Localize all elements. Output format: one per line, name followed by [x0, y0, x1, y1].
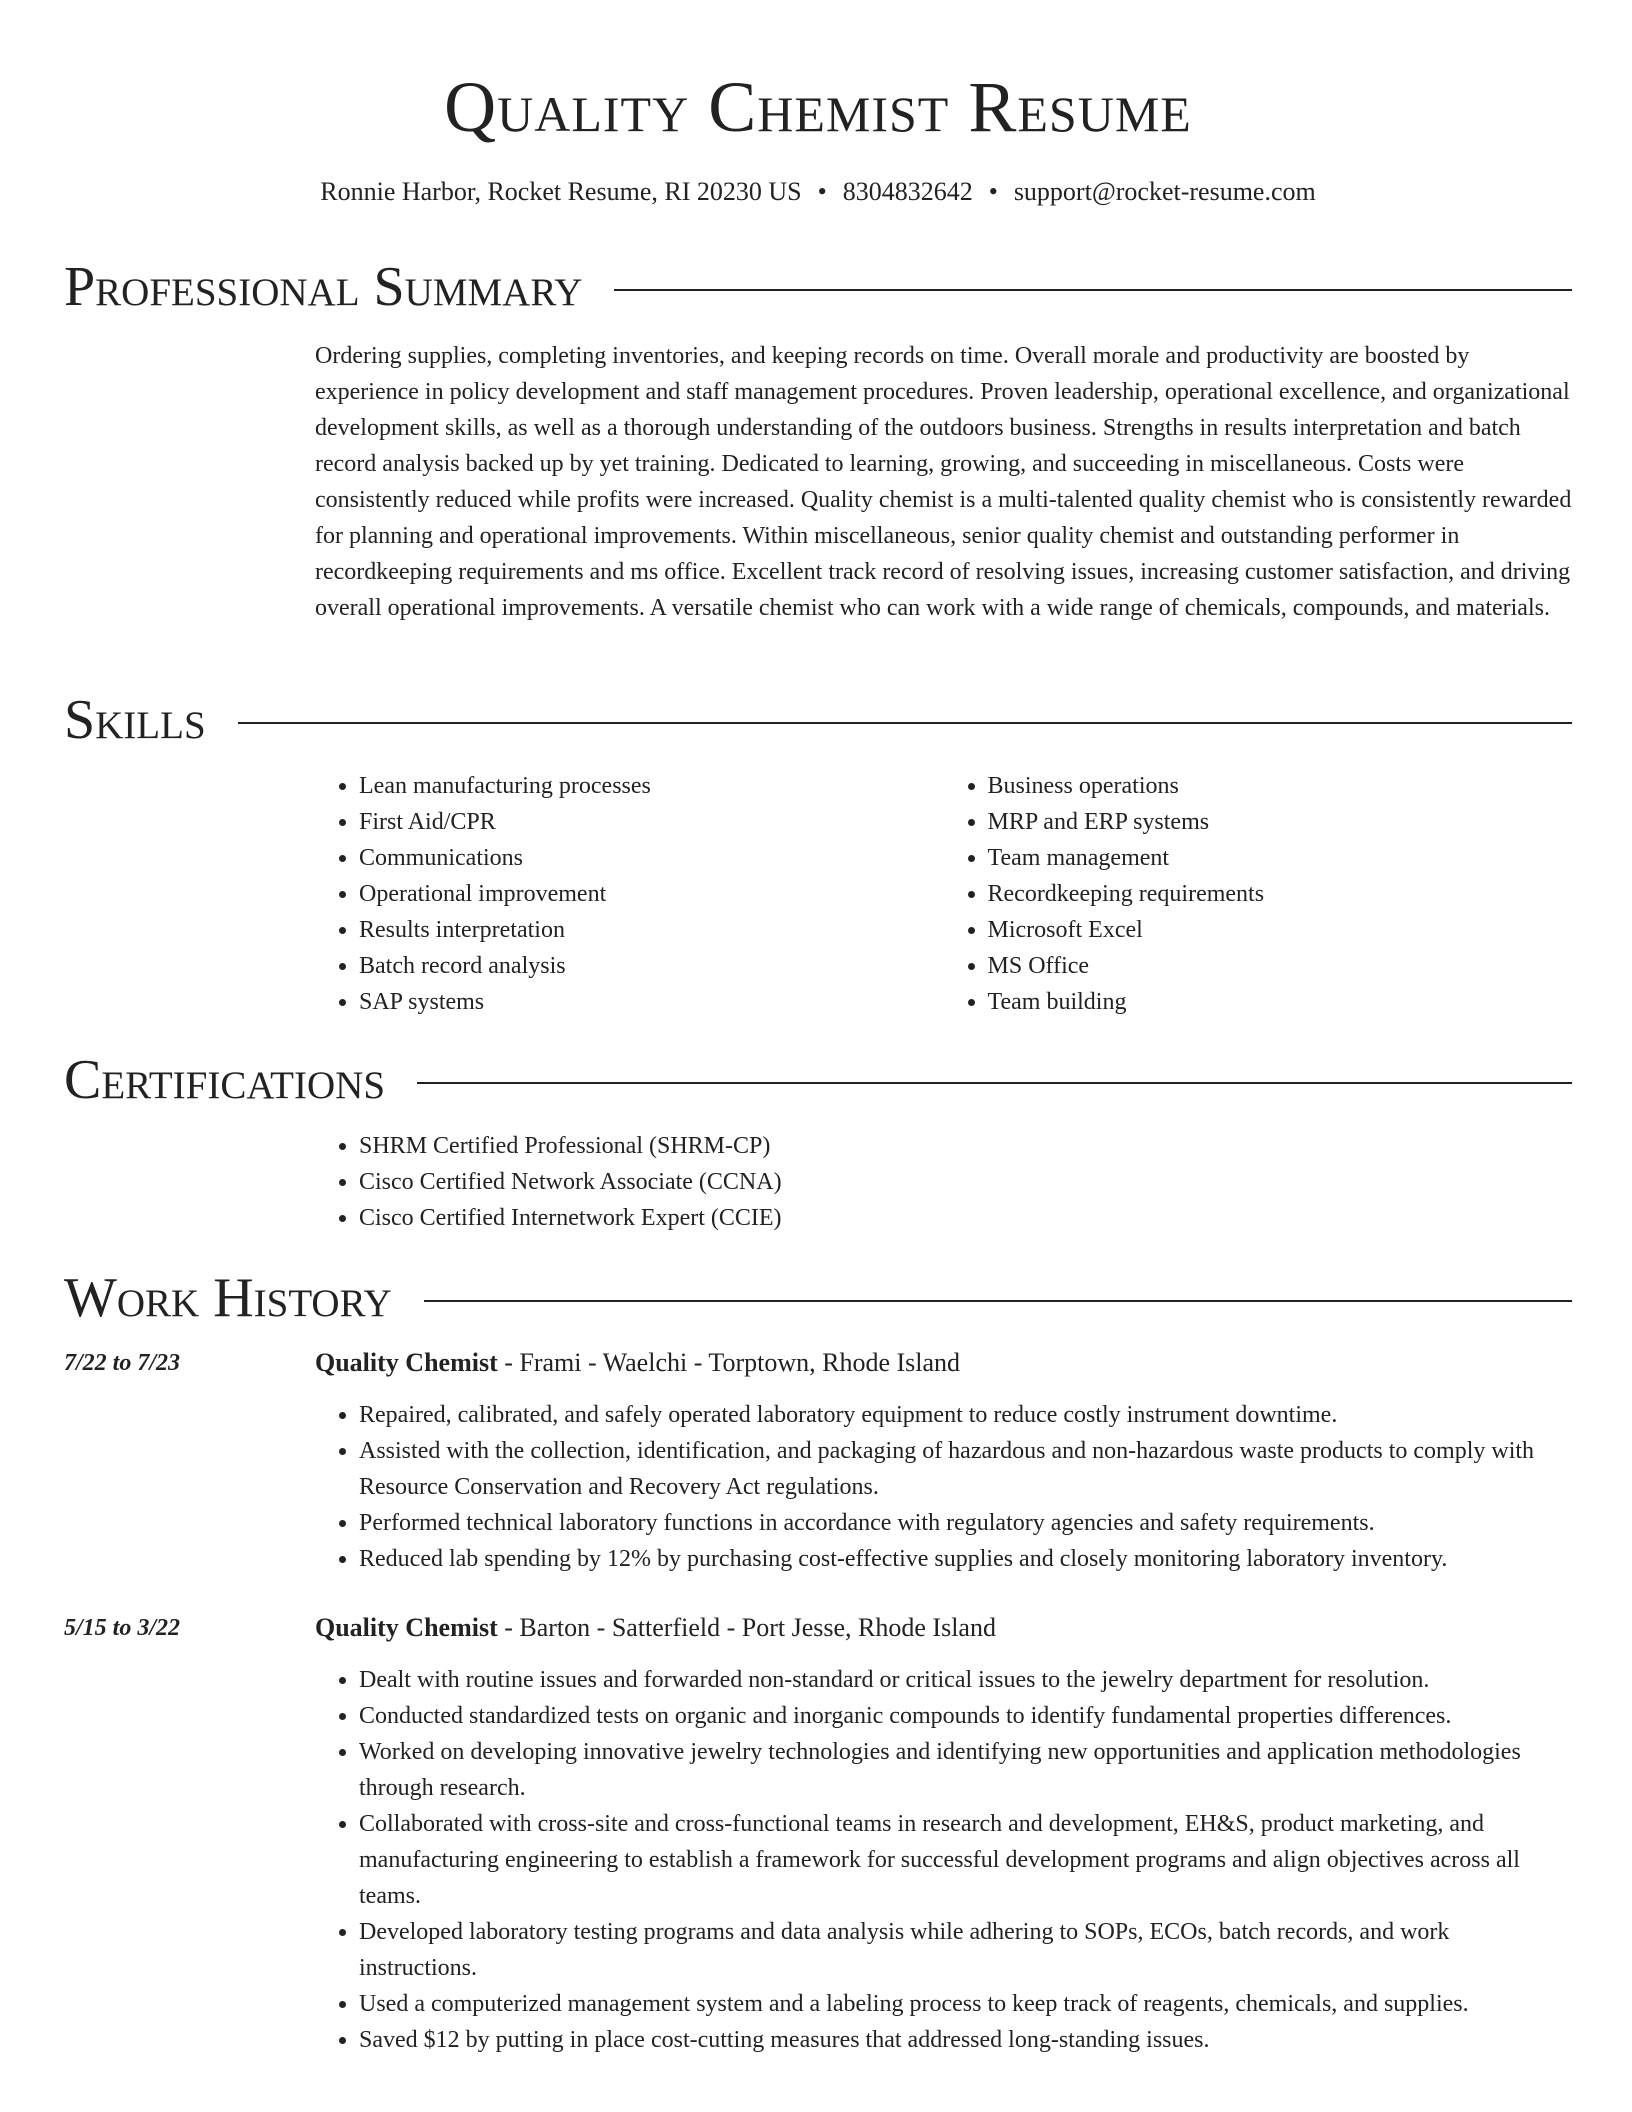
certification-item: • Cisco Certified Network Associate (CCNA): [359, 1164, 1572, 1200]
job-bullets: [315, 1662, 1572, 2058]
job-heading: [315, 1610, 1572, 1646]
job-heading: [315, 1345, 1572, 1381]
job-bullet: • Worked on developing innovative jewelry technologies and identifying new opportunities and application methodologies through research.: [359, 1734, 1572, 1806]
skill-item: • SAP systems: [359, 984, 944, 1020]
section-rule: [238, 722, 1572, 724]
job-bullet: • Used a computerized management system and a labeling process to keep track of reagents, chemicals, and supplies.: [359, 1986, 1572, 2022]
contact-line: [64, 172, 1572, 212]
skill-item: • Team management: [988, 840, 1573, 876]
job-bullet: • Dealt with routine issues and forwarded non-standard or critical issues to the jewelry department for resolution.: [359, 1662, 1572, 1698]
job-dates: 5/15 to 3/22: [64, 1615, 181, 1641]
contact-email: support@rocket-resume.com: [1013, 177, 1316, 206]
skill-item: • Lean manufacturing processes: [359, 768, 944, 804]
skill-item: • Operational improvement: [359, 876, 944, 912]
summary-block: [315, 338, 1572, 626]
section-title: Skills: [64, 689, 206, 751]
certification-item: • Cisco Certified Internetwork Expert (CCIE): [359, 1200, 1572, 1236]
section-rule: [417, 1082, 1572, 1084]
section-heading-summary: [64, 254, 1572, 320]
job-bullet: • Reduced lab spending by 12% by purchasing cost-effective supplies and closely monitoring laboratory inventory.: [359, 1541, 1572, 1577]
contact-separator: •: [817, 177, 827, 206]
skill-item: • Recordkeeping requirements: [988, 876, 1573, 912]
job-bullet: • Saved $12 by putting in place cost-cutting measures that addressed long-standing issues.: [359, 2022, 1572, 2058]
job-bullet: • Conducted standardized tests on organic and inorganic compounds to identify fundamental properties differences.: [359, 1698, 1572, 1734]
skill-item: • First Aid/CPR: [359, 804, 944, 840]
skill-item: • Team building: [988, 984, 1573, 1020]
skill-item: • Results interpretation: [359, 912, 944, 948]
skill-item: • Business operations: [988, 768, 1573, 804]
job-bullet: • Developed laboratory testing programs and data analysis while adhering to SOPs, ECOs, batch records, and work instructions.: [359, 1914, 1572, 1986]
certification-item: • SHRM Certified Professional (SHRM-CP): [359, 1128, 1572, 1164]
skills-list-right: [944, 768, 1573, 1020]
skills-block: [315, 768, 1572, 1020]
job-bullet: • Collaborated with cross-site and cross-functional teams in research and development, EH&S, product marketing, and manufacturing engineering to establish a framework for successful development programs and align objectives across all teams.: [359, 1806, 1572, 1914]
section-heading-certifications: [64, 1047, 1572, 1113]
job-bullet: • Repaired, calibrated, and safely operated laboratory equipment to reduce costly instrument downtime.: [359, 1397, 1572, 1433]
job-title: Quality Chemist: [315, 1348, 498, 1377]
section-title: Work History: [64, 1267, 392, 1329]
certifications-block: [315, 1128, 1572, 1236]
section-title: Professional Summary: [64, 256, 583, 318]
skills-list-left: [315, 768, 944, 1020]
contact-separator: •: [988, 177, 998, 206]
skill-item: • MRP and ERP systems: [988, 804, 1573, 840]
job-bullet: • Assisted with the collection, identification, and packaging of hazardous and non-hazardous waste products to comply with Resource Conservation and Recovery Act regulations.: [359, 1433, 1572, 1505]
job-employer: - Frami - Waelchi - Torptown, Rhode Island: [497, 1348, 961, 1377]
skill-item: • Communications: [359, 840, 944, 876]
job-entry: [315, 1345, 1572, 1577]
section-rule: [614, 289, 1572, 291]
skill-item: • MS Office: [988, 948, 1573, 984]
section-title: Certifications: [64, 1049, 386, 1111]
certifications-list: [315, 1128, 1572, 1236]
job-employer: - Barton - Satterfield - Port Jesse, Rhode Island: [497, 1613, 996, 1642]
job-bullet: • Performed technical laboratory functions in accordance with regulatory agencies and safety requirements.: [359, 1505, 1572, 1541]
section-rule: [424, 1300, 1572, 1302]
section-heading-skills: [64, 687, 1572, 753]
section-heading-work-history: [64, 1265, 1572, 1331]
resume-title: Quality Chemist Resume: [444, 67, 1192, 147]
contact-address: Ronnie Harbor, Rocket Resume, RI 20230 US: [320, 177, 802, 206]
skill-item: • Microsoft Excel: [988, 912, 1573, 948]
summary-text: Ordering supplies, completing inventories, and keeping records on time. Overall morale and productivity are boosted by experience in policy development and staff management procedures. Proven leadership, operational excellence, and organizational development skills, as well as a thorough understanding of the outdoors business. Strengths in results interpretation and batch record analysis backed up by yet training. Dedicated to learning, growing, and succeeding in miscellaneous. Costs were consistently reduced while profits were increased. Quality chemist is a multi-talented quality chemist who is consistently rewarded for planning and operational improvements. Within miscellaneous, senior quality chemist and outstanding performer in recordkeeping requirements and ms office. Excellent track record of resolving issues, increasing customer satisfaction, and driving overall operational improvements. A versatile chemist who can work with a wide range of chemicals, compounds, and materials.: [315, 343, 1572, 621]
job-bullets: [315, 1397, 1572, 1577]
skill-item: • Batch record analysis: [359, 948, 944, 984]
contact-phone: 8304832642: [842, 177, 973, 206]
job-dates: 7/22 to 7/23: [64, 1350, 181, 1376]
job-entry: [315, 1610, 1572, 2058]
job-title: Quality Chemist: [315, 1613, 498, 1642]
